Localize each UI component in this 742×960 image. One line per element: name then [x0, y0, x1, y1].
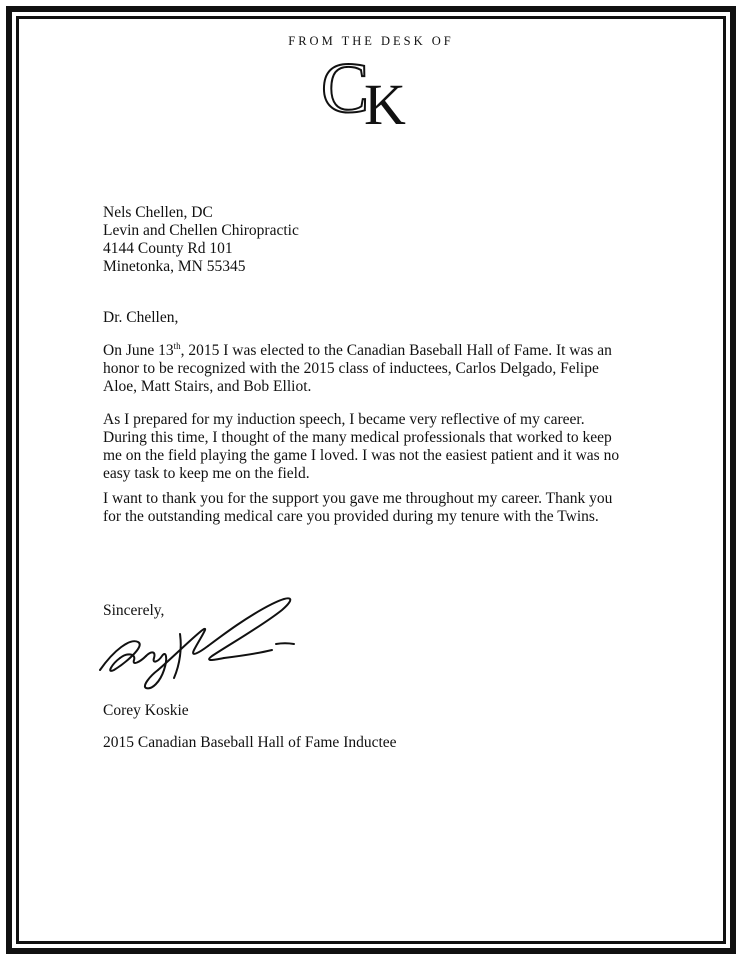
- recipient-city: Minetonka, MN 55345: [103, 258, 246, 275]
- recipient-company: Levin and Chellen Chiropractic: [103, 222, 299, 239]
- signer-name: Corey Koskie: [103, 702, 189, 719]
- letterhead-from-desk: FROM THE DESK OF: [288, 34, 454, 48]
- monogram-logo: [321, 48, 417, 137]
- monogram-letter-k: K: [364, 72, 406, 137]
- recipient-address: [103, 204, 623, 276]
- signer-title: 2015 Canadian Baseball Hall of Fame Inductee: [103, 734, 397, 751]
- handwritten-signature: [96, 586, 306, 694]
- paragraph-thanks: I want to thank you for the support you gave me throughout my career. Thank you for the outstanding medical care you provided during my tenure with the Twins.: [103, 490, 613, 525]
- paragraph-induction-rest: , 2015 I was elected to the Canadian Baseball Hall of Fame. It was an honor to be recognized with the 2015 class of inductees, Carlos Delgado, Felipe Aloe, Matt Stairs, and Bob Elliot.: [103, 342, 612, 395]
- paragraph-induction: [103, 342, 623, 396]
- date-ordinal-suffix: th: [173, 340, 181, 351]
- recipient-street: 4144 County Rd 101: [103, 240, 233, 257]
- paragraph-induction-start: On June 13: [103, 342, 174, 359]
- recipient-name: Nels Chellen, DC: [103, 204, 213, 221]
- closing: Sincerely,: [103, 602, 165, 619]
- salutation: Dr. Chellen,: [103, 309, 179, 326]
- paragraph-reflection: As I prepared for my induction speech, I became very reflective of my career. During this time, I thought of the many medical professionals that worked to keep me on the field playing the game I loved. I was not the easiest patient and it was no easy task to keep me on the field.: [103, 411, 620, 482]
- monogram-letter-c: C: [321, 48, 370, 128]
